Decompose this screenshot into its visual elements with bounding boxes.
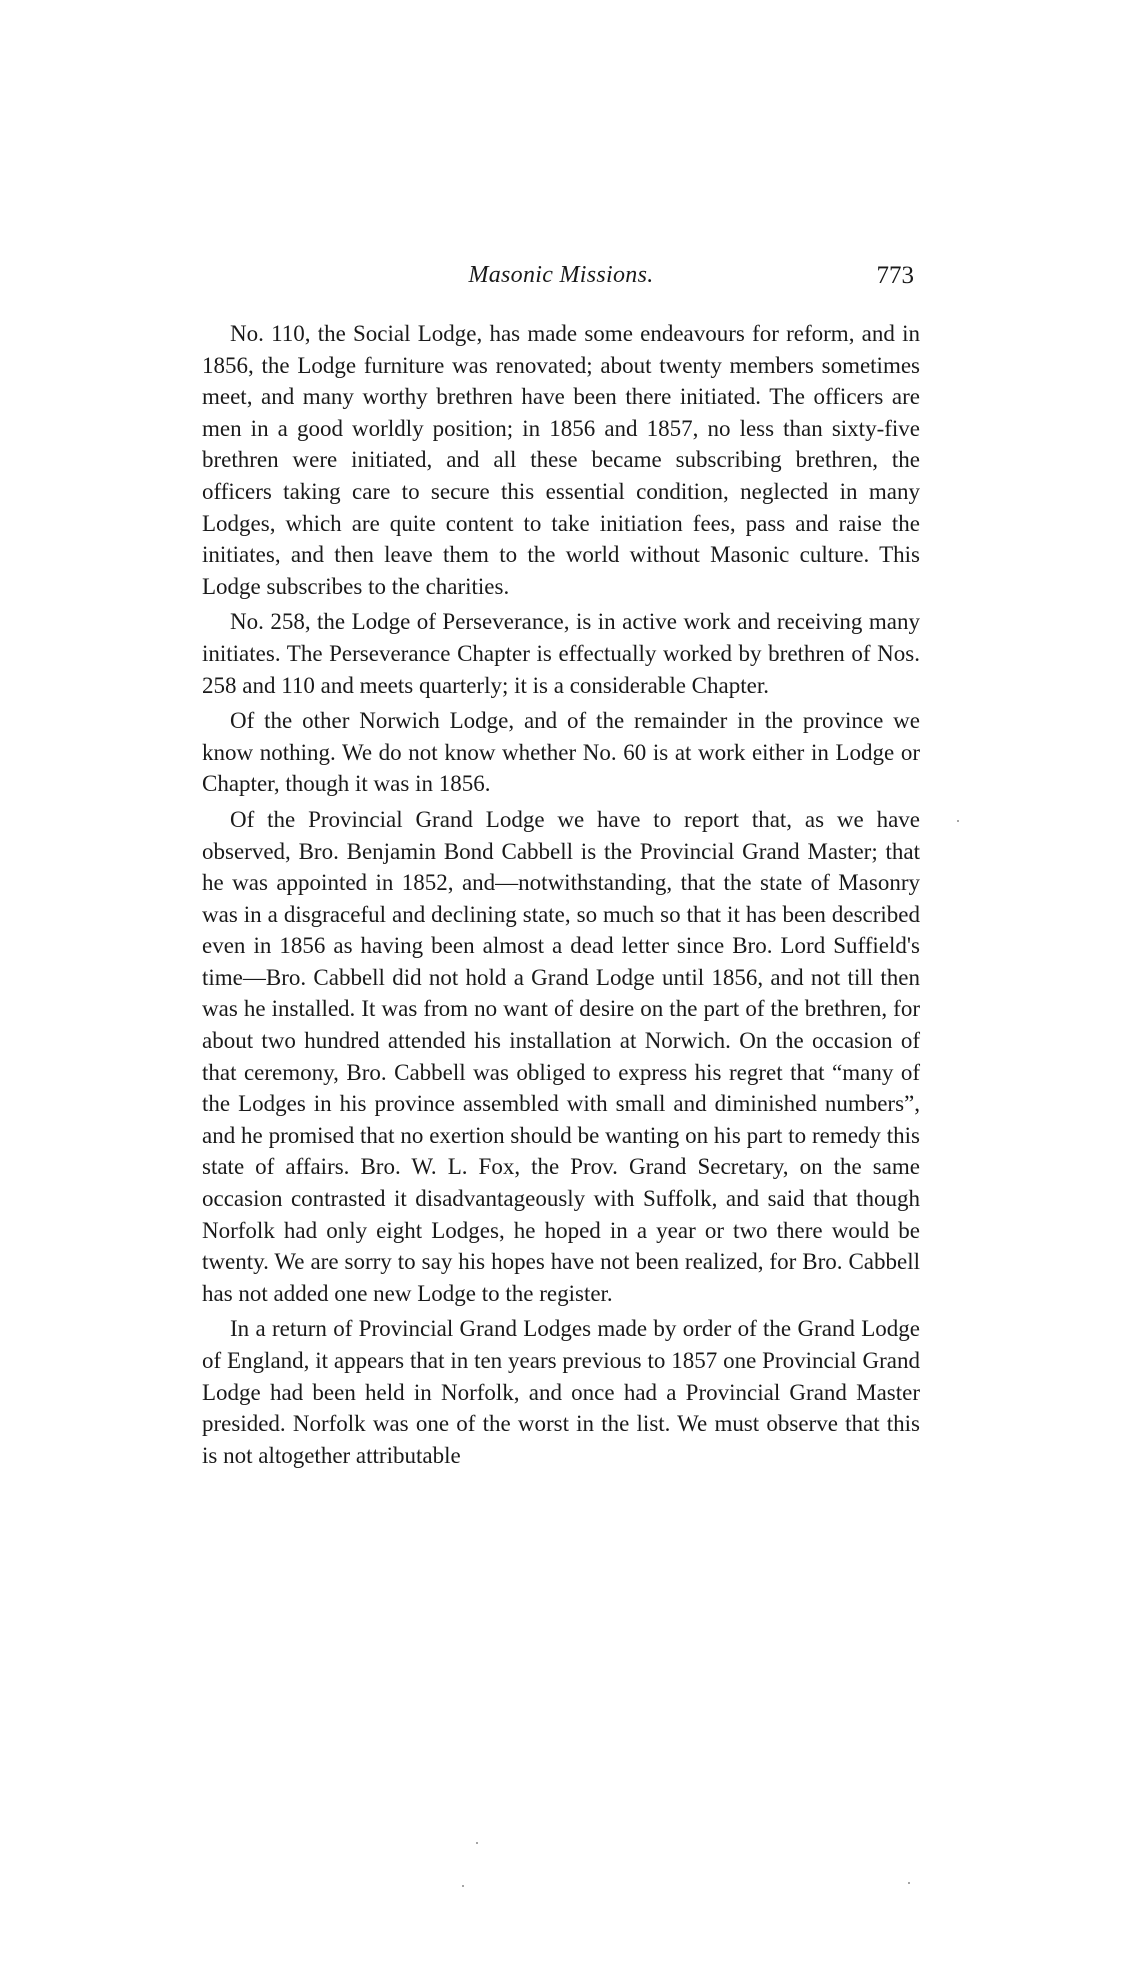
paragraph-2: No. 258, the Lodge of Perseverance, is in active work and receiving many initiates. The Perseverance Chapter is effectually worked by brethren of Nos. 258 and 110 and meets quarterly; it is a considerable Chapter. xyxy=(202,609,920,698)
page-number: 773 xyxy=(876,262,914,289)
paragraph-4: Of the Provincial Grand Lodge we have to report that, as we have observed, Bro. Benjamin Bond Cabbell is the Provincial Grand Master; that he was appointed in 1852, and—notwithstanding, that the state of Masonry was in a disgraceful and declining state, so much so that it has been described even in 1856 as having been almost a dead letter since Bro. Lord Suffield's time—Bro. Cabbell did not hold a Grand Lodge until 1856, and not till then was he installed. It was from no want of desire on the part of the brethren, for about two hundred attended his installation at Norwich. On the occasion of that ceremony, Bro. Cabbell was obliged to express his regret that “many of the Lodges in his province assembled with small and diminished numbers”, and he promised that no exertion should be wanting on his part to remedy this state of affairs. Bro. W. L. Fox, the Prov. Grand Secretary, on the same occasion contrasted it disadvantageously with Suffolk, and said that though Norfolk had only eight Lodges, he hoped in a year or two there would be twenty. We are sorry to say his hopes have not been realized, for Bro. Cabbell has not added one new Lodge to the register. xyxy=(202,806,920,1306)
running-head xyxy=(202,262,920,298)
scan-speck xyxy=(476,1842,478,1844)
scan-speck xyxy=(957,820,959,822)
paragraph-5: In a return of Provincial Grand Lodges made by order of the Grand Lodge of England, it appears that in ten years previous to 1857 one Provincial Grand Lodge had been held in Norfolk, and once had a Provincial Grand Master presided. Norfolk was one of the worst in the list. We must observe that this is not altogether attributable xyxy=(202,1316,920,1468)
running-title: Masonic Missions. xyxy=(468,262,654,288)
paragraph-3: Of the other Norwich Lodge, and of the remainder in the province we know nothing. We do not know whether No. 60 is at work either in Lodge or Chapter, though it was in 1856. xyxy=(202,708,920,797)
scan-speck xyxy=(462,1885,464,1887)
paragraph-1: No. 110, the Social Lodge, has made some endeavours for reform, and in 1856, the Lodge furniture was renovated; about twenty members sometimes meet, and many worthy brethren have been there initiated. The officers are men in a good worldly position; in 1856 and 1857, no less than sixty-five brethren were initiated, and all these became subscribing brethren, the officers taking care to secure this essential condition, neglected in many Lodges, which are quite content to take initiation fees, pass and raise the initiates, and then leave them to the world without Masonic culture. This Lodge subscribes to the charities. xyxy=(202,321,920,599)
scan-speck xyxy=(908,1882,910,1884)
body-text xyxy=(202,318,920,1475)
